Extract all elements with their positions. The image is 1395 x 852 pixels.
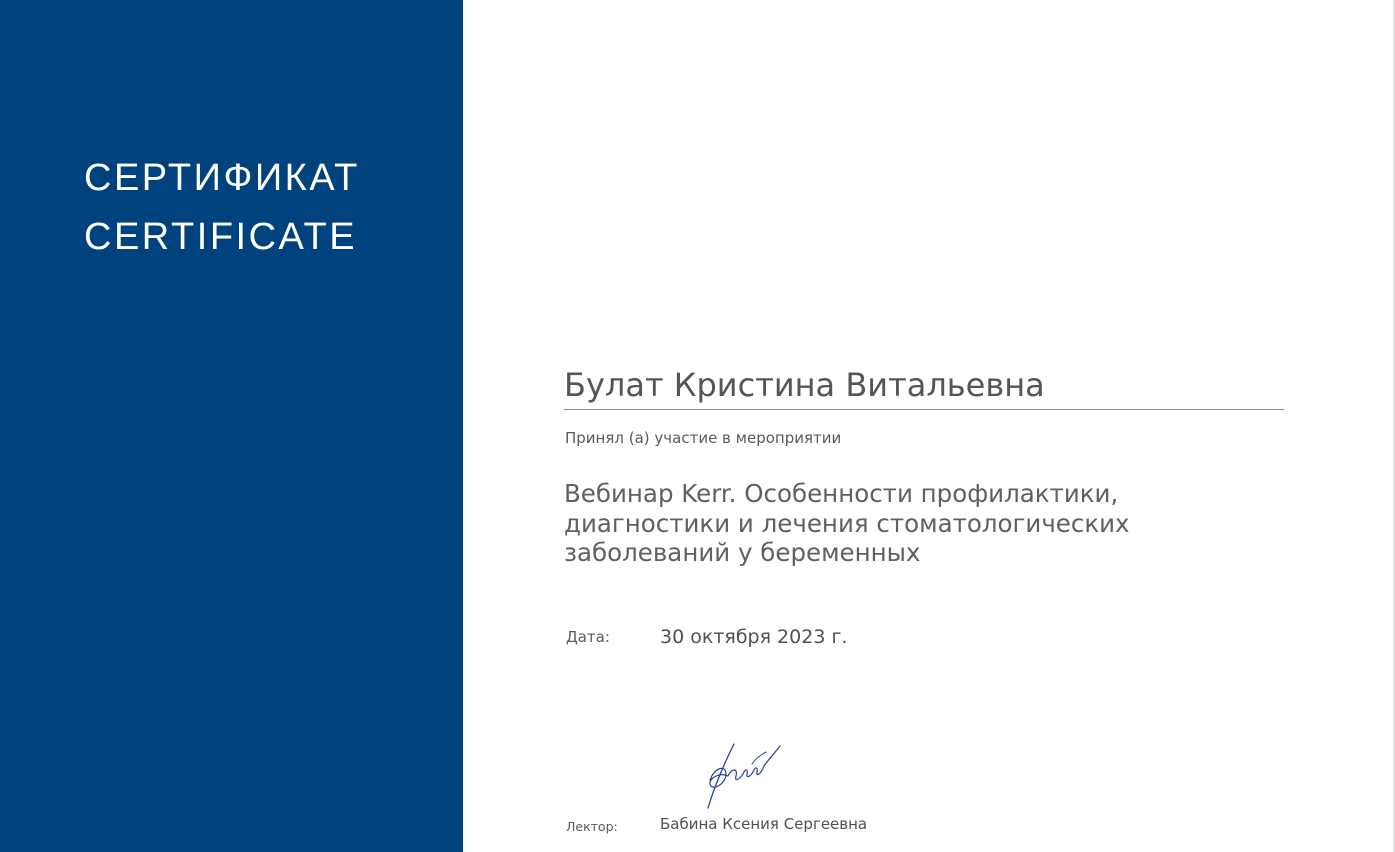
certificate-title-en: CERTIFICATE <box>84 216 358 258</box>
certificate-title-ru: СЕРТИФИКАТ <box>84 157 360 199</box>
lecturer-label: Лектор: <box>566 819 618 834</box>
handwritten-signature-icon <box>700 738 786 812</box>
event-title-line-3: заболеваний у беременных <box>564 538 921 567</box>
name-underline <box>564 409 1284 410</box>
blue-side-panel <box>0 0 463 852</box>
recipient-name: Булат Кристина Витальевна <box>564 366 1045 404</box>
date-label: Дата: <box>566 628 610 646</box>
event-title <box>564 479 1244 568</box>
event-title-line-1: Вебинар Kerr. Особенности профилактики, <box>564 479 1119 508</box>
participation-text: Принял (а) участие в мероприятии <box>565 429 842 447</box>
date-value: 30 октября 2023 г. <box>660 626 848 648</box>
event-title-line-2: диагностики и лечения стоматологических <box>564 508 1130 538</box>
lecturer-name: Бабина Ксения Сергеевна <box>660 815 868 833</box>
